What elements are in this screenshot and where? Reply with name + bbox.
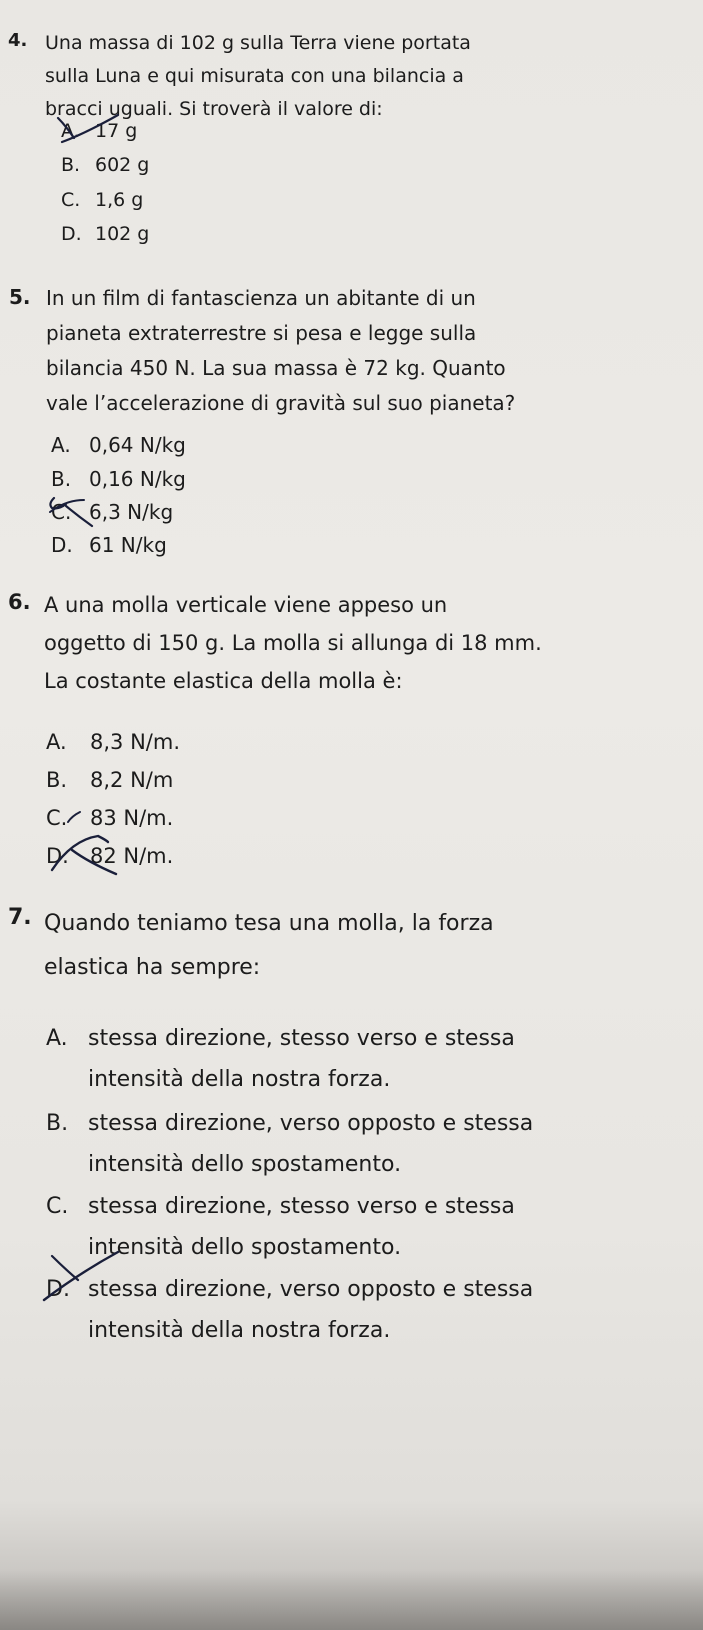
question-number: 7. (8, 905, 32, 930)
option-letter: B. (61, 154, 81, 176)
stem-line: elastica ha sempre: (44, 955, 261, 980)
option-d[interactable] (61, 223, 149, 245)
option-text: 82 N/m. (90, 844, 174, 868)
stem-line: sulla Luna e qui misurata con una bilancia a (45, 65, 464, 87)
option-text: 102 g (95, 223, 150, 245)
option-text: 83 N/m. (90, 806, 174, 830)
option-text (88, 1269, 533, 1351)
option-letter: C. (46, 806, 68, 830)
question-number: 5. (9, 285, 31, 309)
stem-line: La costante elastica della molla è: (44, 669, 403, 693)
question-stem (46, 281, 515, 421)
option-line: intensità della nostra forza. (88, 1318, 391, 1343)
option-b[interactable] (46, 1103, 533, 1185)
page-shadow-edge (0, 1570, 703, 1630)
option-letter: B. (46, 768, 68, 792)
option-c[interactable] (46, 806, 173, 830)
stem-line: vale l’accelerazione di gravità sul suo pianeta? (46, 391, 516, 415)
option-b[interactable] (46, 768, 173, 792)
option-letter: D. (51, 533, 73, 557)
option-letter: A. (51, 433, 71, 457)
stem-line: A una molla verticale viene appeso un (44, 593, 448, 617)
option-text: 0,64 N/kg (89, 433, 186, 457)
option-line: intensità dello spostamento. (88, 1235, 402, 1260)
option-letter: D. (61, 223, 82, 245)
option-text: 1,6 g (95, 189, 144, 211)
stem-line: Quando teniamo tesa una molla, la forza (44, 911, 494, 936)
option-a[interactable] (61, 120, 137, 142)
option-letter: D. (46, 844, 69, 868)
option-text: 8,3 N/m. (90, 730, 180, 754)
stem-line: Una massa di 102 g sulla Terra viene portata (45, 32, 471, 54)
question-stem (44, 902, 494, 990)
option-line: stessa direzione, verso opposto e stessa (88, 1277, 534, 1302)
option-text: 6,3 N/kg (89, 500, 174, 524)
option-letter: C. (61, 189, 81, 211)
stem-line: pianeta extraterrestre si pesa e legge sulla (46, 321, 477, 345)
question-stem (44, 586, 542, 700)
option-letter: A. (46, 730, 67, 754)
option-letter: B. (51, 467, 72, 491)
stem-line: In un film di fantascienza un abitante di un (46, 286, 476, 310)
stem-line: bilancia 450 N. La sua massa è 72 kg. Quanto (46, 356, 506, 380)
option-text: 0,16 N/kg (89, 467, 186, 491)
option-letter: B. (46, 1111, 69, 1136)
question-stem (45, 27, 471, 126)
option-line: stessa direzione, stesso verso e stessa (88, 1026, 515, 1051)
option-letter: A. (46, 1026, 68, 1051)
option-d[interactable] (46, 1269, 533, 1351)
option-text (88, 1018, 515, 1100)
question-number: 4. (8, 30, 28, 51)
option-b[interactable] (61, 154, 149, 176)
option-b[interactable] (51, 467, 186, 491)
option-line: intensità della nostra forza. (88, 1067, 391, 1092)
option-line: intensità dello spostamento. (88, 1152, 402, 1177)
option-text: 61 N/kg (89, 533, 167, 557)
option-letter: D. (46, 1277, 70, 1302)
option-line: stessa direzione, stesso verso e stessa (88, 1194, 515, 1219)
option-letter: C. (51, 500, 72, 524)
option-c[interactable] (46, 1186, 515, 1268)
option-c[interactable] (61, 189, 143, 211)
option-text: 602 g (95, 154, 150, 176)
stem-line: oggetto di 150 g. La molla si allunga di 18 mm. (44, 631, 542, 655)
option-d[interactable] (51, 533, 167, 557)
option-letter: A. (61, 120, 80, 142)
option-line: stessa direzione, verso opposto e stessa (88, 1111, 534, 1136)
option-a[interactable] (51, 433, 186, 457)
option-text (88, 1103, 533, 1185)
option-letter: C. (46, 1194, 69, 1219)
question-number: 6. (8, 590, 31, 614)
option-c[interactable] (51, 500, 173, 524)
option-a[interactable] (46, 730, 180, 754)
option-text: 17 g (95, 120, 138, 142)
option-text (88, 1186, 515, 1268)
option-text: 8,2 N/m (90, 768, 174, 792)
option-d[interactable] (46, 844, 173, 868)
stem-line: bracci uguali. Si troverà il valore di: (45, 98, 383, 120)
option-a[interactable] (46, 1018, 515, 1100)
